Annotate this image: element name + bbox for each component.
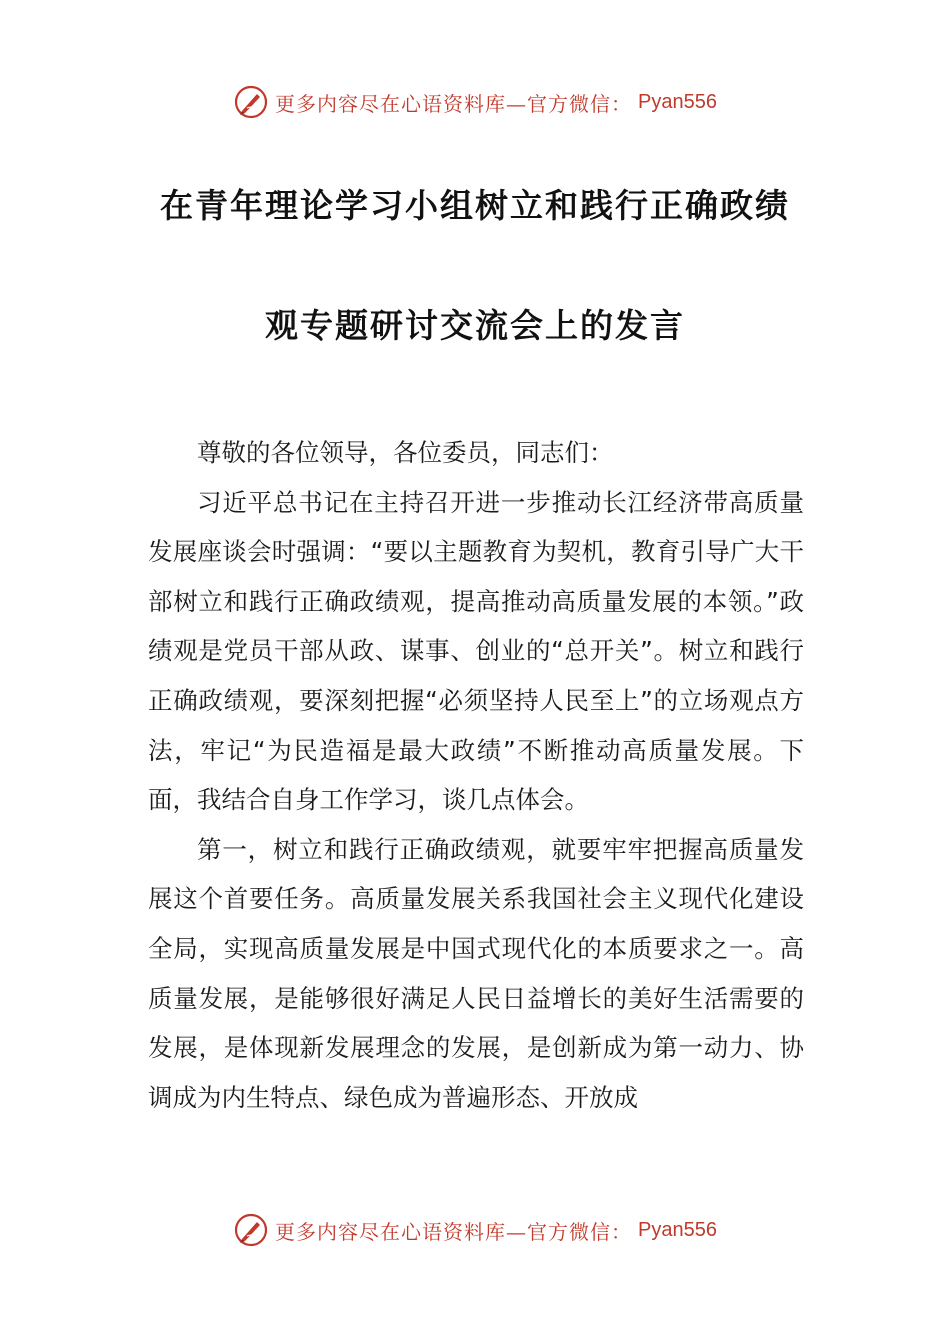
- banner-text: 更多内容尽在心语资料库—官方微信：: [275, 91, 633, 116]
- body-paragraph: 第一，树立和践行正确政绩观，就要牢牢把握高质量发展这个首要任务。高质量发展关系我国社会主义现代化建设全局，实现高质量发展是中国式现代化的本质要求之一。高质量发展，是能够很好满足人民日益增长的美好生活需要的发展，是体现新发展理念的发展，是创新成为第一动力、协调成为内生特点、绿色成为普遍形态、开放成: [148, 834, 804, 1112]
- banner-text: 更多内容尽在心语资料库—官方微信：: [275, 1219, 633, 1244]
- pen-logo-icon: [233, 1212, 269, 1248]
- banner-wechat-id: Pyan556: [638, 1218, 717, 1241]
- salutation-paragraph: 尊敬的各位领导，各位委员，同志们：: [197, 438, 614, 467]
- document-title-line-2: 观专题研讨交流会上的发言: [265, 306, 685, 345]
- pen-logo-icon: [233, 84, 269, 120]
- document-title-line-1: 在青年理论学习小组树立和践行正确政绩: [160, 186, 790, 225]
- footer-banner: [0, 1210, 950, 1250]
- banner-wechat-id: Pyan556: [638, 90, 717, 113]
- body-paragraph: 习近平总书记在主持召开进一步推动长江经济带高质量发展座谈会时强调：“要以主题教育为契机，教育引导广大干部树立和践行正确政绩观，提高推动高质量发展的本领。”政绩观是党员干部从政、谋事、创业的“总开关”。树立和践行正确政绩观，要深刻把握“必须坚持人民至上”的立场观点方法，牢记“为民造福是最大政绩”不断推动高质量发展。下面，我结合自身工作学习，谈几点体会。: [148, 487, 804, 815]
- header-banner: [0, 82, 950, 122]
- document-body: [148, 428, 804, 1122]
